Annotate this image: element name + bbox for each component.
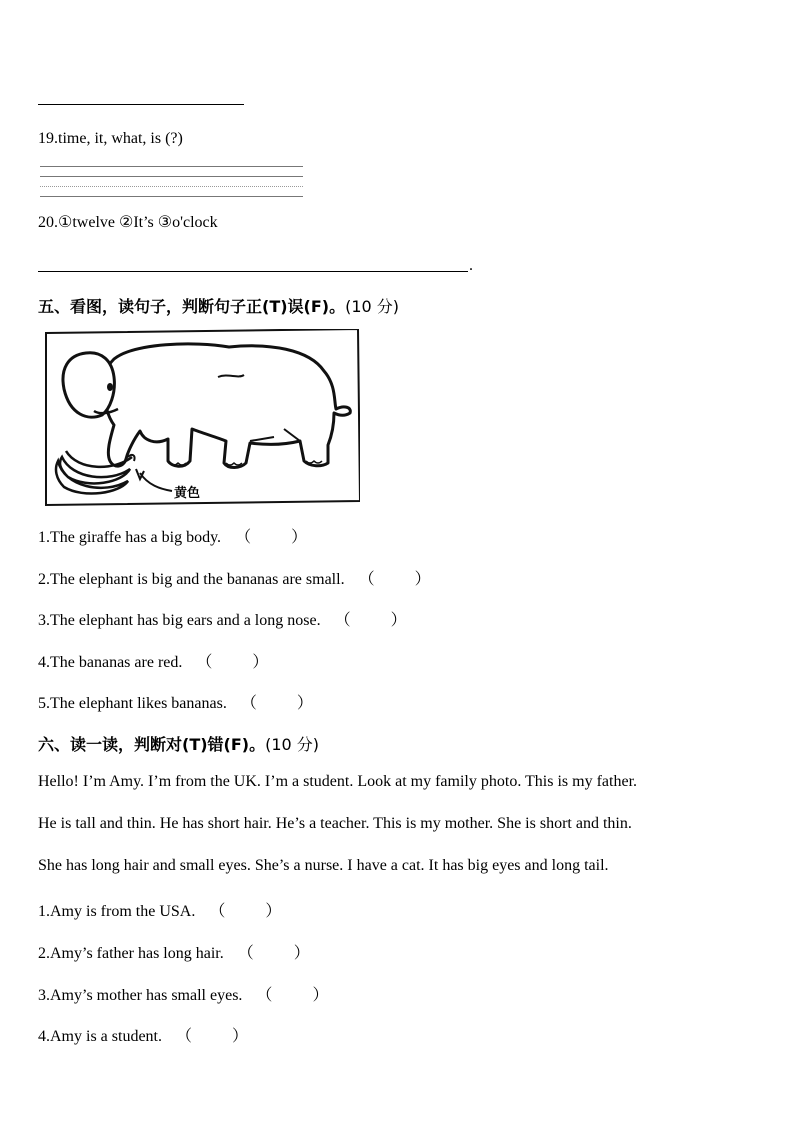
- s5-item: 5.The elephant likes bananas. （ ）: [38, 690, 313, 713]
- guide-line: [40, 176, 303, 177]
- s6-item: 2.Amy’s father has long hair. （ ）: [38, 940, 310, 963]
- section-5-heading: [38, 294, 399, 317]
- answer-blank[interactable]: （ ）: [209, 903, 282, 920]
- passage-line: He is tall and thin. He has short hair. He’s a teacher. This is my mother. She is short and thin.: [38, 815, 632, 832]
- answer-blank[interactable]: （ ）: [256, 987, 329, 1004]
- banana-colour-label: 黄色: [174, 486, 201, 501]
- answer-blank[interactable]: （ ）: [358, 571, 431, 588]
- answer-blank[interactable]: （ ）: [240, 695, 313, 712]
- guide-line: [40, 166, 303, 167]
- passage-line: Hello! I’m Amy. I’m from the UK. I’m a student. Look at my family photo. This is my father.: [38, 773, 638, 790]
- section-6-title: 六、读一读，判断对(T)错(F)。: [38, 735, 266, 754]
- guide-line: [40, 186, 303, 187]
- section-5-points: (10 分): [345, 297, 400, 316]
- s5-item: 3.The elephant has big ears and a long nose. （ ）: [38, 607, 407, 630]
- answer-blank[interactable]: （ ）: [196, 654, 269, 671]
- s6-item: 1.Amy is from the USA. （ ）: [38, 898, 281, 921]
- answer-blank[interactable]: （ ）: [176, 1028, 249, 1045]
- elephant-bananas-picture: [44, 329, 360, 507]
- answer-line-20[interactable]: [38, 271, 468, 272]
- question-19: 19.time, it, what, is (?): [38, 130, 183, 147]
- s5-item: 2.The elephant is big and the bananas are small. （ ）: [38, 566, 431, 589]
- answer-end-mark: .: [469, 257, 473, 274]
- section-5-title: 五、看图，读句子，判断句子正(T)误(F)。: [38, 297, 346, 316]
- s6-item: 3.Amy’s mother has small eyes. （ ）: [38, 982, 328, 1005]
- section-6-points: (10 分): [265, 735, 320, 754]
- answer-blank[interactable]: （ ）: [334, 612, 407, 629]
- s5-item: 1.The giraffe has a big body. （ ）: [38, 524, 307, 547]
- answer-blank[interactable]: （ ）: [237, 945, 310, 962]
- s5-item: 4.The bananas are red. （ ）: [38, 649, 268, 672]
- passage-line: She has long hair and small eyes. She’s a nurse. I have a cat. It has big eyes and long tail.: [38, 857, 609, 874]
- question-20: 20.①twelve ②It’s ③o'clock: [38, 214, 218, 231]
- s6-item: 4.Amy is a student. （ ）: [38, 1023, 248, 1046]
- answer-line-18: [38, 104, 244, 105]
- guide-line: [40, 196, 303, 197]
- section-6-heading: [38, 732, 319, 755]
- answer-blank[interactable]: （ ）: [235, 529, 308, 546]
